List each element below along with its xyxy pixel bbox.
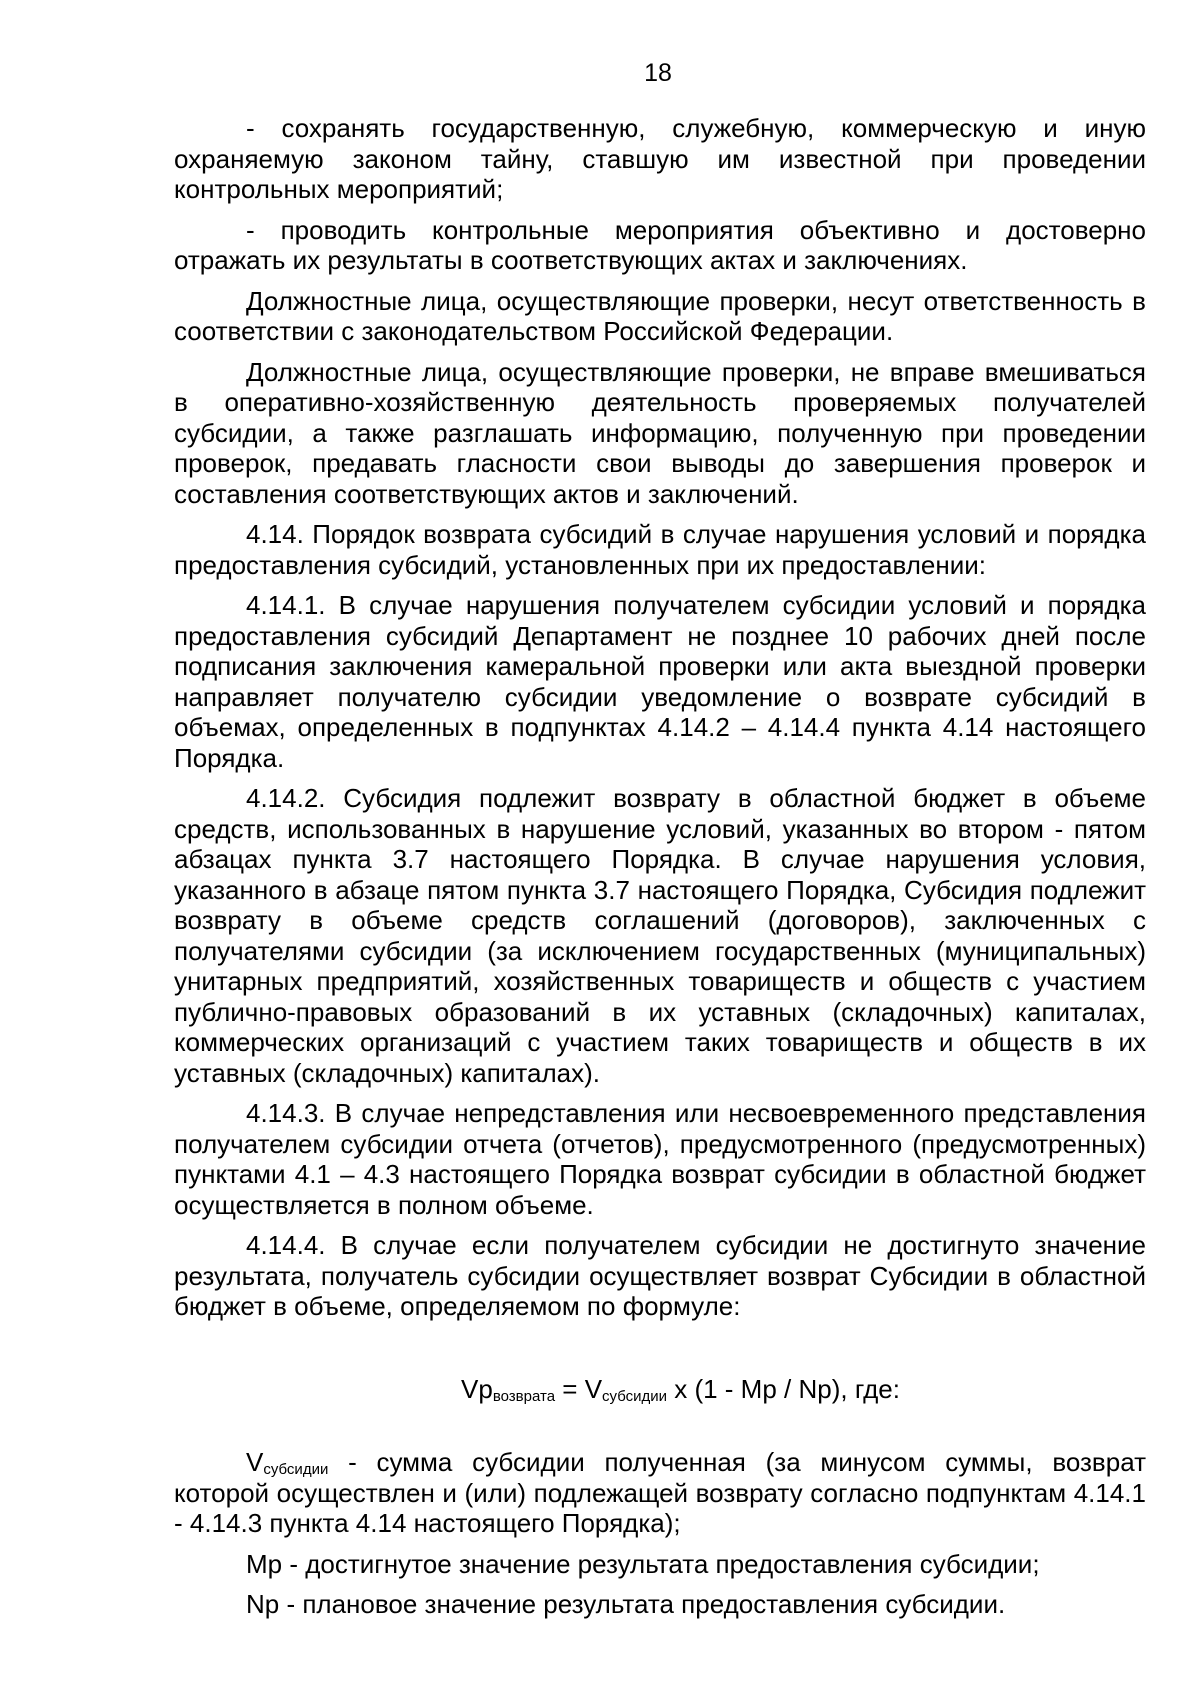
- definition-v-text: - сумма субсидии полученная (за минусом суммы, возврат которой осуществлен и (или) подлежащей возврату согласно подпунктам 4.14.1 - 4.14.3 пункта 4.14 настоящего Порядка);: [174, 1447, 1146, 1538]
- definition-v: [174, 1447, 1146, 1539]
- formula-lhs-subscript: возврата: [492, 1387, 556, 1405]
- paragraph: - проводить контрольные мероприятия объективно и достоверно отражать их результаты в соответствующих актах и заключениях.: [174, 214, 1146, 275]
- paragraph-4-14-2: 4.14.2. Субсидия подлежит возврату в областной бюджет в объеме средств, использованных в нарушение условий, указанных во втором - пятом абзацах пункта 3.7 настоящего Порядка. В случае нарушения условия, указанного в абзаце пятом пункта 3.7 настоящего Порядка, Субсидия подлежит возврату в объеме средств соглашений (договоров), заключенных с получателями субсидии (за исключением государственных (муниципальных) унитарных предприятий, хозяйственных товариществ и обществ с участием публично-правовых образований в их уставных (складочных) капиталах, коммерческих организаций с участием таких товариществ и обществ в их уставных (складочных) капиталах).: [174, 783, 1146, 1088]
- paragraph: - сохранять государственную, служебную, коммерческую и иную охраняемую законом тайну, ставшую им известной при проведении контрольных мероприятий;: [174, 113, 1146, 204]
- paragraph-4-14-3: 4.14.3. В случае непредставления или несвоевременного представления получателем субсидии отчета (отчетов), предусмотренного (предусмотренных) пунктами 4.1 – 4.3 настоящего Порядка возврат субсидии в областной бюджет осуществляется в полном объеме.: [174, 1098, 1146, 1220]
- paragraph: Должностные лица, осуществляющие проверки, несут ответственность в соответствии с законодательством Российской Федерации.: [174, 285, 1146, 346]
- formula-equals: =: [555, 1373, 585, 1404]
- document-body: [174, 113, 1146, 1630]
- section-heading-4-14: 4.14. Порядок возврата субсидий в случае нарушения условий и порядка предоставления субсидий, установленных при их предоставлении:: [174, 519, 1146, 580]
- paragraph-4-14-1: 4.14.1. В случае нарушения получателем субсидии условий и порядка предоставления субсидий Департамент не позднее 10 рабочих дней после подписания заключения камеральной проверки или акта выездной проверки направляет получателю субсидии уведомление о возврате субсидий в объемах, определенных в подпунктах 4.14.2 – 4.14.4 пункта 4.14 настоящего Порядка.: [174, 590, 1146, 773]
- formula: [174, 1374, 1146, 1405]
- formula-v: V: [584, 1373, 603, 1404]
- page-number: 18: [644, 59, 672, 87]
- paragraph: Должностные лица, осуществляющие проверки, не вправе вмешиваться в оперативно-хозяйственную деятельность проверяемых получателей субсидии, а также разглашать информацию, полученную при проведении проверок, предавать гласности свои выводы до завершения проверок и составления соответствующих актов и заключений.: [174, 356, 1146, 509]
- formula-lhs: Vр: [461, 1373, 493, 1404]
- paragraph-4-14-4: 4.14.4. В случае если получателем субсидии не достигнуто значение результата, получатель субсидии осуществляет возврат Субсидии в областной бюджет в объеме, определяемом по формуле:: [174, 1230, 1146, 1321]
- formula-v-subscript: субсидии: [602, 1387, 668, 1405]
- formula-rhs: х (1 - Mр / Nр), где:: [667, 1373, 900, 1404]
- definition-mp: Mр - достигнутое значение результата предоставления субсидии;: [246, 1548, 1040, 1579]
- definition-v-symbol: V: [246, 1447, 264, 1477]
- definition-np: Nр - плановое значение результата предоставления субсидии.: [246, 1589, 1006, 1619]
- definition-v-subscript: субсидии: [263, 1461, 329, 1478]
